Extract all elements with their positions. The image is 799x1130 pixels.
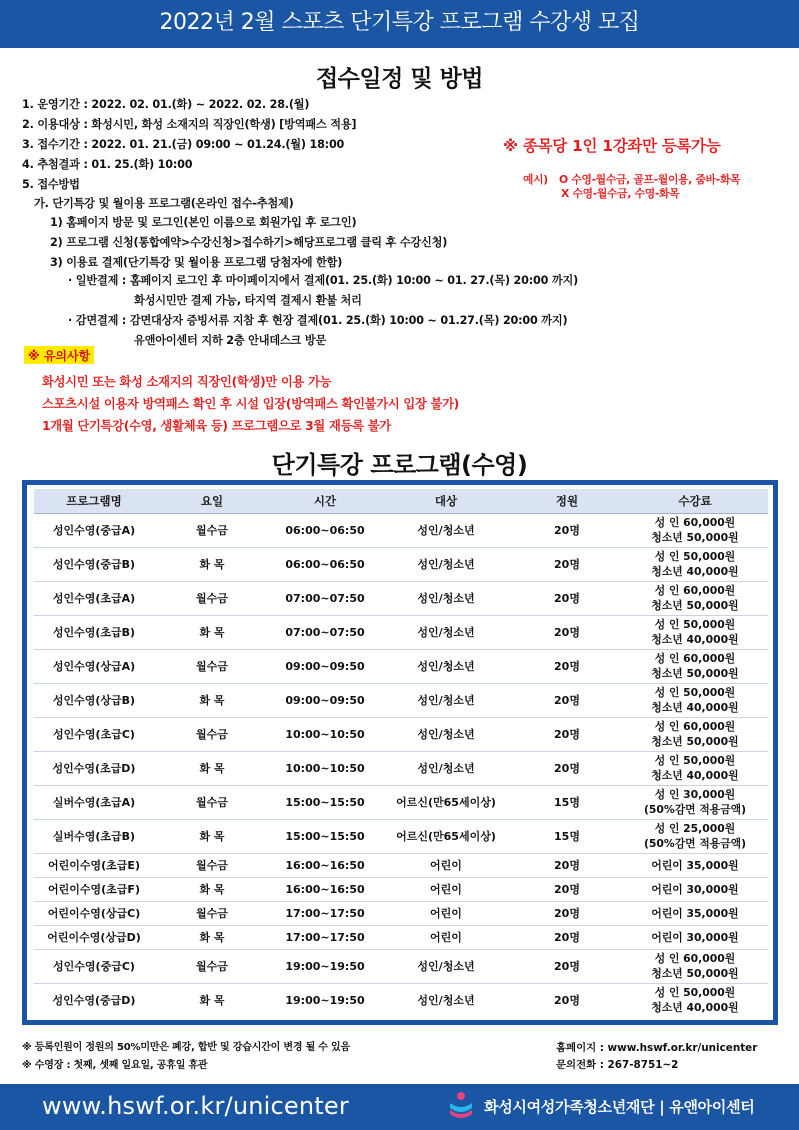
program-name-cell: 어린이수영(초급F) <box>34 877 154 901</box>
method-step-3: 3) 이용료 결제(단기특강 및 월이용 프로그램 당첨자에 한함) <box>50 256 343 269</box>
target-cell: 성인/청소년 <box>380 547 512 581</box>
column-header: 정원 <box>512 489 622 513</box>
capacity-cell: 20명 <box>512 649 622 683</box>
table-row <box>34 819 768 853</box>
capacity-cell: 20명 <box>512 949 622 983</box>
target-cell: 어르신(만65세이상) <box>380 819 512 853</box>
fee-line: 청소년 50,000원 <box>651 667 739 680</box>
table-row <box>34 877 768 901</box>
application-method: 5. 접수방법 <box>22 178 80 191</box>
day-cell: 화 목 <box>154 751 270 785</box>
time-cell: 16:00~16:50 <box>270 853 380 877</box>
fee-line: 청소년 40,000원 <box>651 701 739 714</box>
day-cell: 월수금 <box>154 649 270 683</box>
fee-line: 청소년 50,000원 <box>651 531 739 544</box>
table-row <box>34 547 768 581</box>
time-cell: 19:00~19:50 <box>270 949 380 983</box>
target-cell: 성인/청소년 <box>380 615 512 649</box>
program-name-cell: 성인수영(초급B) <box>34 615 154 649</box>
table-row <box>34 649 768 683</box>
target-cell: 성인/청소년 <box>380 983 512 1017</box>
application-period: 3. 접수기간 : 2022. 01. 21.(금) 09:00 ~ 01.24.(월) 18:00 <box>22 138 345 151</box>
table-row <box>34 983 768 1017</box>
fee-cell <box>622 615 768 649</box>
fee-cell <box>622 877 768 901</box>
fee-line: (50%감면 적용금액) <box>643 837 747 850</box>
day-cell: 월수금 <box>154 513 270 547</box>
target-cell: 성인/청소년 <box>380 751 512 785</box>
program-name-cell: 성인수영(중급B) <box>34 547 154 581</box>
time-cell: 17:00~17:50 <box>270 901 380 925</box>
capacity-cell: 20명 <box>512 901 622 925</box>
day-cell: 월수금 <box>154 901 270 925</box>
discount-payment-note: 유앤아이센터 지하 2층 안내데스크 방문 <box>134 334 327 347</box>
target-cell: 성인/청소년 <box>380 513 512 547</box>
day-cell: 월수금 <box>154 717 270 751</box>
time-cell: 09:00~09:50 <box>270 649 380 683</box>
fee-line: 성 인 50,000원 <box>654 550 736 563</box>
caution-label: ※ 유의사항 <box>24 346 94 364</box>
capacity-cell: 20명 <box>512 877 622 901</box>
day-cell: 월수금 <box>154 785 270 819</box>
table-row <box>34 717 768 751</box>
footer-bar <box>0 1084 799 1130</box>
target-cell: 어린이 <box>380 877 512 901</box>
fee-cell <box>622 513 768 547</box>
time-cell: 10:00~10:50 <box>270 751 380 785</box>
day-cell: 화 목 <box>154 819 270 853</box>
program-title: 단기특강 프로그램(수영) <box>271 451 528 479</box>
fee-cell <box>622 785 768 819</box>
day-cell: 월수금 <box>154 949 270 983</box>
eligibility: 2. 이용대상 : 화성시민, 화성 소재지의 직장인(학생) [방역패스 적용] <box>22 118 357 131</box>
column-header: 대상 <box>380 489 512 513</box>
day-cell: 화 목 <box>154 925 270 949</box>
table-row <box>34 949 768 983</box>
fee-cell <box>622 581 768 615</box>
lottery-result: 4. 추첨결과 : 01. 25.(화) 10:00 <box>22 158 193 171</box>
time-cell: 16:00~16:50 <box>270 877 380 901</box>
footnote-cancellation: ※ 등록인원이 정원의 50%미만은 폐강, 합반 및 강습시간이 변경 될 수 있음 <box>22 1042 350 1053</box>
target-cell: 어린이 <box>380 925 512 949</box>
fee-line: 청소년 40,000원 <box>651 565 739 578</box>
fee-line: 성 인 60,000원 <box>654 584 736 597</box>
fee-line: 성 인 60,000원 <box>654 952 736 965</box>
general-payment-note: 화성시민만 결제 가능, 타지역 결제시 환불 처리 <box>134 294 362 307</box>
time-cell: 19:00~19:50 <box>270 983 380 1017</box>
time-cell: 06:00~06:50 <box>270 547 380 581</box>
capacity-cell: 20명 <box>512 683 622 717</box>
caution-line: 스포츠시설 이용자 방역패스 확인 후 시설 입장(방역패스 확인불가시 입장 불가) <box>42 397 459 411</box>
program-name-cell: 성인수영(초급C) <box>34 717 154 751</box>
column-header: 수강료 <box>622 489 768 513</box>
fee-line: 청소년 40,000원 <box>651 633 739 646</box>
schedule-title: 접수일정 및 방법 <box>315 66 484 92</box>
fee-line: 성 인 50,000원 <box>654 686 736 699</box>
program-name-cell: 성인수영(중급C) <box>34 949 154 983</box>
time-cell: 06:00~06:50 <box>270 513 380 547</box>
time-cell: 09:00~09:50 <box>270 683 380 717</box>
example-denied: X 수영-월수금, 수영-화목 <box>561 187 680 200</box>
day-cell: 화 목 <box>154 683 270 717</box>
program-name-cell: 어린이수영(상급D) <box>34 925 154 949</box>
time-cell: 07:00~07:50 <box>270 615 380 649</box>
time-cell: 10:00~10:50 <box>270 717 380 751</box>
fee-line: 성 인 50,000원 <box>654 754 736 767</box>
target-cell: 어린이 <box>380 853 512 877</box>
example-label: 예시) <box>523 173 548 186</box>
fee-cell <box>622 649 768 683</box>
program-name-cell: 성인수영(상급B) <box>34 683 154 717</box>
capacity-cell: 20명 <box>512 983 622 1017</box>
table-row <box>34 683 768 717</box>
fee-line: 어린이 35,000원 <box>651 858 739 872</box>
fee-cell <box>622 751 768 785</box>
table-row <box>34 925 768 949</box>
website-link[interactable]: www.hswf.or.kr/unicenter <box>42 1092 349 1120</box>
target-cell: 성인/청소년 <box>380 949 512 983</box>
caution-line: 1개월 단기특강(수영, 생활체육 등) 프로그램으로 3월 재등록 불가 <box>42 419 391 433</box>
program-name-cell: 실버수영(초급B) <box>34 819 154 853</box>
day-cell: 월수금 <box>154 853 270 877</box>
fee-line: 성 인 30,000원 <box>654 788 736 801</box>
day-cell: 화 목 <box>154 615 270 649</box>
program-name-cell: 성인수영(중급A) <box>34 513 154 547</box>
fee-line: 성 인 60,000원 <box>654 516 736 529</box>
table-row <box>34 513 768 547</box>
capacity-cell: 20명 <box>512 513 622 547</box>
caution-line: 화성시민 또는 화성 소재지의 직장인(학생)만 이용 가능 <box>42 375 332 389</box>
time-cell: 17:00~17:50 <box>270 925 380 949</box>
target-cell: 성인/청소년 <box>380 683 512 717</box>
organization-name: 화성시여성가족청소년재단 | 유앤아이센터 <box>484 1098 755 1116</box>
fee-line: 청소년 50,000원 <box>651 735 739 748</box>
program-name-cell: 어린이수영(상급C) <box>34 901 154 925</box>
method-step-2: 2) 프로그램 신청(통합예약>수강신청>접수하기>해당프로그램 클릭 후 수강신청) <box>50 236 448 249</box>
program-name-cell: 어린이수영(초급E) <box>34 853 154 877</box>
one-course-notice: ※ 종목당 1인 1강좌만 등록가능 <box>503 137 721 155</box>
method-a: 가. 단기특강 및 월이용 프로그램(온라인 접수-추첨제) <box>34 197 294 210</box>
time-cell: 15:00~15:50 <box>270 785 380 819</box>
capacity-cell: 20명 <box>512 717 622 751</box>
capacity-cell: 20명 <box>512 853 622 877</box>
target-cell: 성인/청소년 <box>380 717 512 751</box>
time-cell: 07:00~07:50 <box>270 581 380 615</box>
fee-cell <box>622 901 768 925</box>
capacity-cell: 20명 <box>512 615 622 649</box>
fee-cell <box>622 547 768 581</box>
capacity-cell: 15명 <box>512 819 622 853</box>
program-name-cell: 성인수영(중급D) <box>34 983 154 1017</box>
table-row <box>34 751 768 785</box>
fee-line: (50%감면 적용금액) <box>643 803 747 816</box>
fee-cell <box>622 853 768 877</box>
fee-line: 어린이 30,000원 <box>651 930 739 944</box>
fee-cell <box>622 683 768 717</box>
fee-line: 성 인 60,000원 <box>654 652 736 665</box>
fee-line: 청소년 40,000원 <box>651 1001 739 1015</box>
capacity-cell: 20명 <box>512 925 622 949</box>
fee-cell <box>622 717 768 751</box>
program-name-cell: 성인수영(초급D) <box>34 751 154 785</box>
column-header: 프로그램명 <box>34 489 154 513</box>
fee-cell <box>622 983 768 1017</box>
fee-line: 성 인 50,000원 <box>654 986 736 1000</box>
fee-cell <box>622 949 768 983</box>
discount-payment: · 감면결제 : 감면대상자 증빙서류 지참 후 현장 결제(01. 25.(화) 10:00 ~ 01.27.(목) 20:00 까지) <box>68 314 568 327</box>
page-title: 2022년 2월 스포츠 단기특강 프로그램 수강생 모집 <box>0 0 799 48</box>
target-cell: 어르신(만65세이상) <box>380 785 512 819</box>
foundation-logo-icon <box>446 1091 476 1121</box>
fee-line: 청소년 50,000원 <box>651 967 739 980</box>
table-row <box>34 615 768 649</box>
footnote-closure: ※ 수영장 : 첫째, 셋째 일요일, 공휴일 휴관 <box>22 1060 208 1071</box>
phone-info: 문의전화 : 267-8751~2 <box>556 1059 679 1071</box>
capacity-cell: 20명 <box>512 581 622 615</box>
fee-line: 청소년 40,000원 <box>651 769 739 782</box>
table-row <box>34 785 768 819</box>
table-row <box>34 853 768 877</box>
day-cell: 화 목 <box>154 547 270 581</box>
time-cell: 15:00~15:50 <box>270 819 380 853</box>
operation-period: 1. 운영기간 : 2022. 02. 01.(화) ~ 2022. 02. 28.(월) <box>22 98 310 111</box>
target-cell: 성인/청소년 <box>380 581 512 615</box>
day-cell: 월수금 <box>154 581 270 615</box>
fee-cell <box>622 819 768 853</box>
program-name-cell: 실버수영(초급A) <box>34 785 154 819</box>
fee-line: 성 인 25,000원 <box>654 822 736 835</box>
homepage-info: 홈페이지 : www.hswf.or.kr/unicenter <box>556 1042 758 1054</box>
fee-cell <box>622 925 768 949</box>
capacity-cell: 15명 <box>512 785 622 819</box>
program-name-cell: 성인수영(상급A) <box>34 649 154 683</box>
program-table <box>34 489 768 1017</box>
day-cell: 화 목 <box>154 877 270 901</box>
program-name-cell: 성인수영(초급A) <box>34 581 154 615</box>
fee-line: 어린이 30,000원 <box>651 882 739 896</box>
program-table-frame <box>22 480 778 1025</box>
table-row <box>34 901 768 925</box>
general-payment: · 일반결제 : 홈페이지 로그인 후 마이페이지에서 결제(01. 25.(화) 10:00 ~ 01. 27.(목) 20:00 까지) <box>68 274 578 287</box>
day-cell: 화 목 <box>154 983 270 1017</box>
fee-line: 청소년 50,000원 <box>651 599 739 612</box>
table-row <box>34 581 768 615</box>
fee-line: 어린이 35,000원 <box>651 906 739 920</box>
column-header: 요일 <box>154 489 270 513</box>
capacity-cell: 20명 <box>512 751 622 785</box>
target-cell: 어린이 <box>380 901 512 925</box>
fee-line: 성 인 60,000원 <box>654 720 736 733</box>
method-step-1: 1) 홈페이지 방문 및 로그인(본인 이름으로 회원가입 후 로그인) <box>50 216 357 229</box>
target-cell: 성인/청소년 <box>380 649 512 683</box>
fee-line: 성 인 50,000원 <box>654 618 736 631</box>
example-allowed: O 수영-월수금, 골프-월이용, 줌바-화목 <box>559 173 741 186</box>
capacity-cell: 20명 <box>512 547 622 581</box>
column-header: 시간 <box>270 489 380 513</box>
